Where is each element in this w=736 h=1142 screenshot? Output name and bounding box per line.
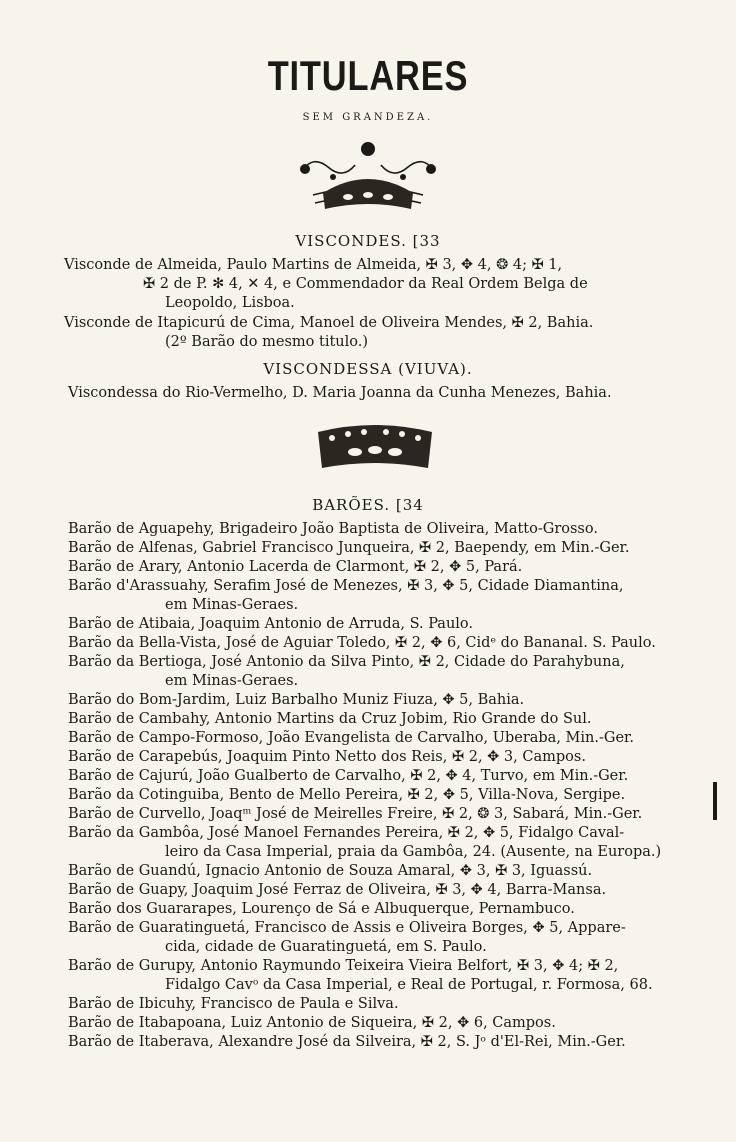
barao-entry-line: leiro da Casa Imperial, praia da Gambôa, 24. (Ausente, na Europa.): [165, 844, 662, 860]
barao-entry-line: Barão de Aguapehy, Brigadeiro João Baptista de Oliveira, Matto-Grosso.: [68, 521, 598, 537]
coronet-ornament-icon: [293, 135, 443, 215]
barao-entry-line: Barão de Guapy, Joaquim José Ferraz de Oliveira, ✠ 3, ✥ 4, Barra-Mansa.: [68, 882, 607, 898]
barao-entry-line: Barão da Cotinguiba, Bento de Mello Pereira, ✠ 2, ✥ 5, Villa-Nova, Sergipe.: [68, 787, 626, 803]
barao-entry-line: Barão da Gambôa, José Manoel Fernandes Pereira, ✠ 2, ✥ 5, Fidalgo Caval-: [68, 825, 625, 841]
visconde-entry-line: Visconde de Almeida, Paulo Martins de Almeida, ✠ 3, ✥ 4, ❂ 4; ✠ 1,: [64, 257, 563, 273]
viscondes-heading: VISCONDES. [33: [295, 232, 441, 250]
barao-entry-line: em Minas-Geraes.: [165, 597, 299, 613]
barao-entry-line: cida, cidade de Guaratinguetá, em S. Paulo.: [165, 939, 487, 955]
visconde-entry-line: (2º Barão do mesmo titulo.): [165, 334, 369, 350]
barao-entry-line: Barão de Campo-Formoso, João Evangelista de Carvalho, Uberaba, Min.-Ger.: [68, 730, 634, 746]
visconde-entry-line: ✠ 2 de P. ✻ 4, ✕ 4, e Commendador da Real Ordem Belga de: [143, 276, 588, 292]
barao-entry-line: Barão de Guandú, Ignacio Antonio de Souza Amaral, ✥ 3, ✠ 3, Iguassú.: [68, 863, 593, 879]
barao-entry-line: Barão da Bella-Vista, José de Aguiar Toledo, ✠ 2, ✥ 6, Cidᵉ do Bananal. S. Paulo.: [68, 635, 656, 651]
barao-entry-line: Barão de Atibaia, Joaquim Antonio de Arruda, S. Paulo.: [68, 616, 474, 632]
page-subtitle: SEM GRANDEZA.: [302, 112, 434, 123]
barao-entry-line: Barão de Cambahy, Antonio Martins da Cruz Jobim, Rio Grande do Sul.: [68, 711, 592, 727]
barao-entry-line: Barão d'Arassuahy, Serafim José de Menezes, ✠ 3, ✥ 5, Cidade Diamantina,: [68, 578, 624, 594]
barao-entry-line: em Minas-Geraes.: [165, 673, 299, 689]
barao-entry-line: Barão de Gurupy, Antonio Raymundo Teixeira Vieira Belfort, ✠ 3, ✥ 4; ✠ 2,: [68, 958, 619, 974]
margin-rule-mark: [713, 782, 717, 820]
barao-entry-line: Barão de Guaratinguetá, Francisco de Assis e Oliveira Borges, ✥ 5, Appare-: [68, 920, 626, 936]
viscondessa-heading: VISCONDESSA (VIUVA).: [263, 360, 473, 378]
barao-entry-line: Barão de Carapebús, Joaquim Pinto Netto dos Reis, ✠ 2, ✥ 3, Campos.: [68, 749, 586, 765]
page-title: TITULARES: [267, 52, 469, 99]
barao-entry-line: Fidalgo Cavᵒ da Casa Imperial, e Real de Portugal, r. Formosa, 68.: [165, 977, 653, 993]
barao-entry-line: Barão de Itabapoana, Luiz Antonio de Siqueira, ✠ 2, ✥ 6, Campos.: [68, 1015, 556, 1031]
baroes-heading: BARÕES. [34: [312, 496, 424, 514]
barao-entry-line: Barão dos Guararapes, Lourenço de Sá e Albuquerque, Pernambuco.: [68, 901, 575, 917]
barao-entry-line: Barão de Cajurú, João Gualberto de Carvalho, ✠ 2, ✥ 4, Turvo, em Min.-Ger.: [68, 768, 629, 784]
visconde-entry-line: Visconde de Itapicurú de Cima, Manoel de Oliveira Mendes, ✠ 2, Bahia.: [64, 315, 594, 331]
viscondessa-entry-line: Viscondessa do Rio-Vermelho, D. Maria Joanna da Cunha Menezes, Bahia.: [68, 385, 612, 401]
barao-entry-line: Barão de Itaberava, Alexandre José da Silveira, ✠ 2, S. Jᵒ d'El-Rei, Min.-Ger.: [68, 1034, 626, 1050]
baron-coronet-ornament-icon: [310, 418, 440, 478]
barao-entry-line: Barão de Ibicuhy, Francisco de Paula e Silva.: [68, 996, 399, 1012]
visconde-entry-line: Leopoldo, Lisboa.: [165, 295, 295, 311]
barao-entry-line: Barão da Bertioga, José Antonio da Silva Pinto, ✠ 2, Cidade do Parahybuna,: [68, 654, 625, 670]
barao-entry-line: Barão de Curvello, Joaqᵐ José de Meirelles Freire, ✠ 2, ❂ 3, Sabará, Min.-Ger.: [68, 806, 643, 822]
barao-entry-line: Barão de Arary, Antonio Lacerda de Clarmont, ✠ 2, ✥ 5, Pará.: [68, 559, 523, 575]
barao-entry-line: Barão de Alfenas, Gabriel Francisco Junqueira, ✠ 2, Baependy, em Min.-Ger.: [68, 540, 630, 556]
barao-entry-line: Barão do Bom-Jardim, Luiz Barbalho Muniz Fiuza, ✥ 5, Bahia.: [68, 692, 525, 708]
